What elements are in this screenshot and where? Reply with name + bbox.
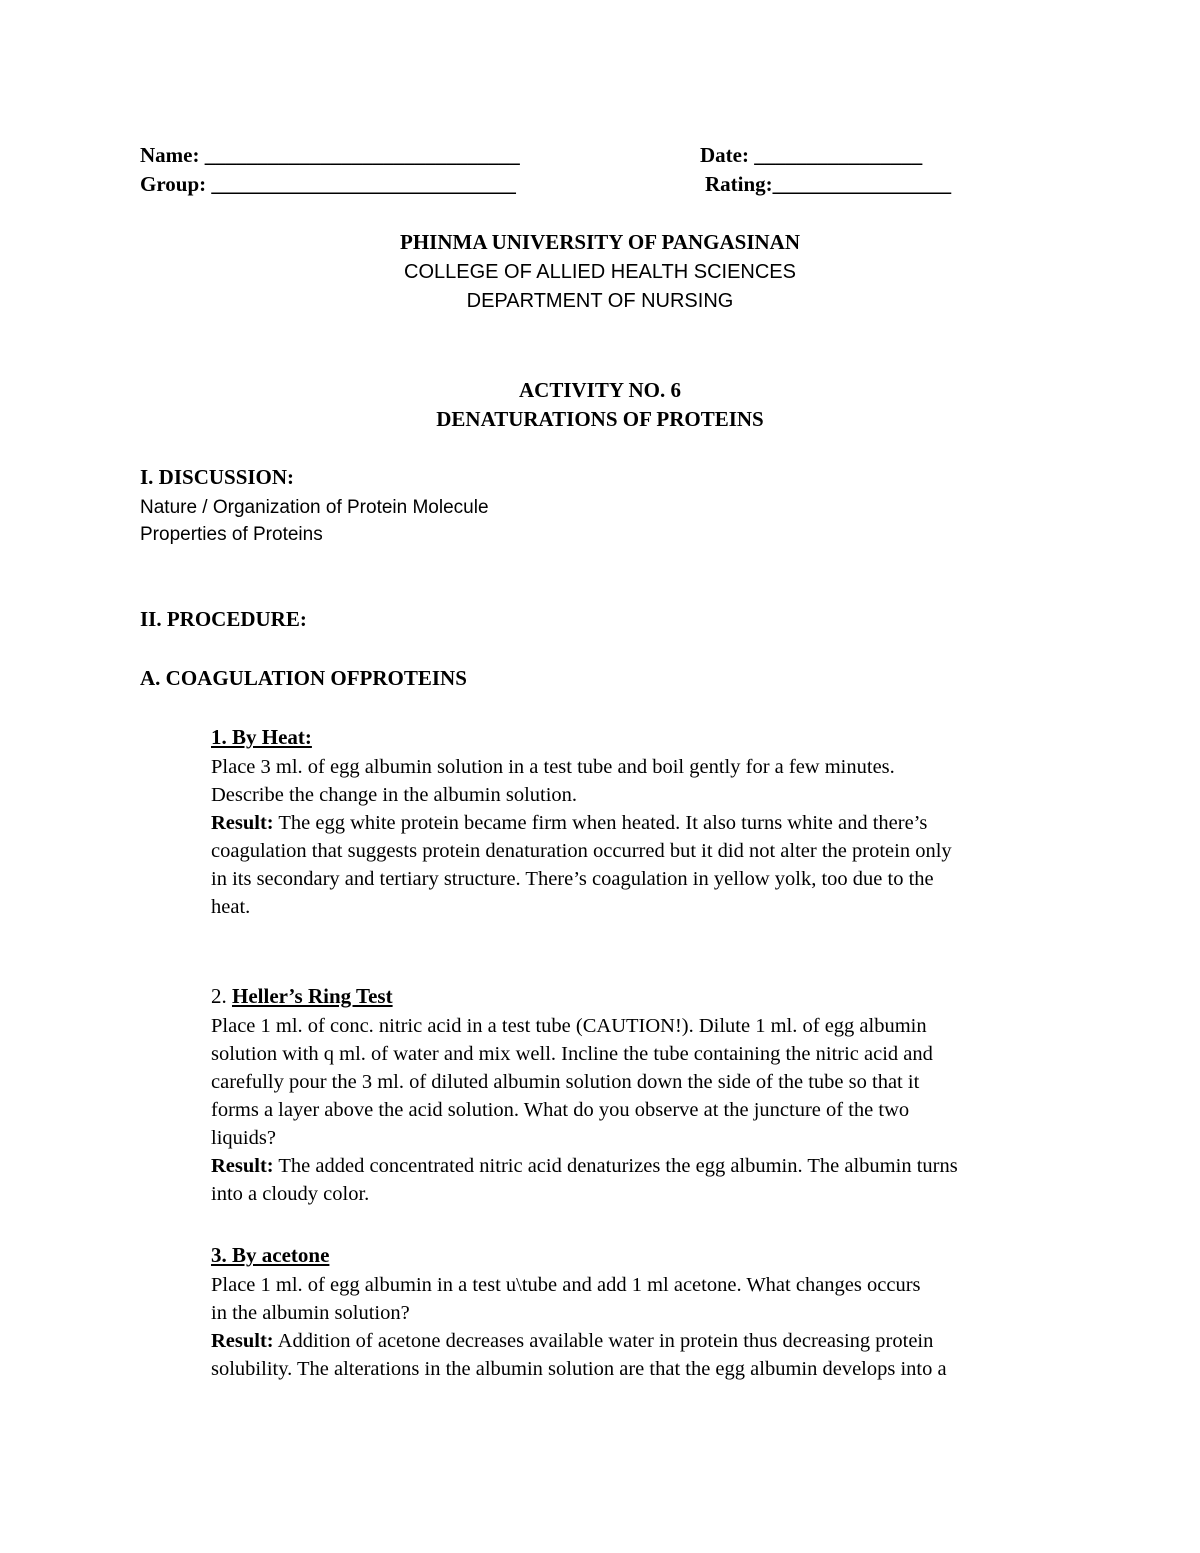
heat-result-line [211, 809, 952, 837]
group-field [140, 172, 516, 197]
heat-result-line: coagulation that suggests protein denaturation occurred but it did not alter the protein only [211, 840, 952, 862]
acetone-result-line [211, 1327, 947, 1355]
heller-line: Place 1 ml. of conc. nitric acid in a test tube (CAUTION!). Dilute 1 ml. of egg albumin [211, 1015, 927, 1037]
section-a-heading: A. COAGULATION OFPROTEINS [140, 666, 467, 690]
discussion-heading: I. DISCUSSION: [140, 465, 295, 489]
heller-line: liquids? [211, 1127, 276, 1149]
heat-result-line: in its secondary and tertiary structure. There’s coagulation in yellow yolk, too due to the [211, 868, 934, 890]
heller-number: 2. [211, 984, 232, 1008]
activity-title: DENATURATIONS OF PROTEINS [436, 407, 764, 431]
date-label: Date: [700, 143, 749, 167]
discussion-item: Properties of Proteins [140, 524, 323, 545]
acetone-result-first: Addition of acetone decreases available water in protein thus decreasing protein [273, 1330, 934, 1352]
college-name: COLLEGE OF ALLIED HEALTH SCIENCES [404, 261, 796, 283]
name-blank: ______________________________ [204, 143, 520, 167]
heat-line: Place 3 ml. of egg albumin solution in a test tube and boil gently for a few minutes. [211, 756, 895, 778]
procedure-heading: II. PROCEDURE: [140, 607, 307, 631]
date-blank: ________________ [754, 143, 923, 167]
department-name: DEPARTMENT OF NURSING [466, 290, 734, 312]
heller-line: solution with q ml. of water and mix well. Incline the tube containing the nitric acid and [211, 1043, 933, 1065]
heller-body [211, 1012, 958, 1208]
acetone-title: 3. By acetone [211, 1243, 330, 1267]
rating-label: Rating: [705, 172, 773, 196]
university-name: PHINMA UNIVERSITY OF PANGASINAN [400, 230, 800, 254]
acetone-line: Place 1 ml. of egg albumin in a test u\tube and add 1 ml acetone. What changes occurs [211, 1274, 921, 1296]
rating-field [705, 172, 951, 197]
heller-line: forms a layer above the acid solution. What do you observe at the juncture of the two [211, 1099, 910, 1121]
heat-result-first: The egg white protein became firm when heated. It also turns white and there’s [273, 812, 928, 834]
group-label: Group: [140, 172, 207, 196]
discussion-item: Nature / Organization of Protein Molecule [140, 497, 489, 518]
discussion-list [140, 494, 489, 548]
heller-result-label: Result: [211, 1155, 274, 1177]
acetone-line: in the albumin solution? [211, 1302, 410, 1324]
acetone-result-line: solubility. The alterations in the albumin solution are that the egg albumin develops into a [211, 1358, 947, 1380]
heller-result-line: into a cloudy color. [211, 1183, 370, 1205]
heat-body [211, 753, 952, 921]
heat-result-label: Result: [211, 812, 274, 834]
acetone-result-label: Result: [211, 1330, 274, 1352]
heller-title-line [211, 984, 393, 1009]
heller-title: Heller’s Ring Test [232, 984, 393, 1008]
heller-line: carefully pour the 3 ml. of diluted albumin solution down the side of the tube so that it [211, 1071, 920, 1093]
heat-result-line: heat. [211, 896, 251, 918]
name-field [140, 143, 520, 168]
heller-result-line [211, 1152, 958, 1180]
heat-line: Describe the change in the albumin solution. [211, 784, 578, 806]
heat-title: 1. By Heat: [211, 725, 312, 749]
heller-result-first: The added concentrated nitric acid denaturizes the egg albumin. The albumin turns [273, 1155, 958, 1177]
rating-blank: _________________ [772, 172, 952, 196]
activity-number: ACTIVITY NO. 6 [519, 378, 681, 402]
acetone-body [211, 1271, 947, 1383]
name-label: Name: [140, 143, 200, 167]
group-blank: _____________________________ [211, 172, 516, 196]
date-field [700, 143, 922, 168]
